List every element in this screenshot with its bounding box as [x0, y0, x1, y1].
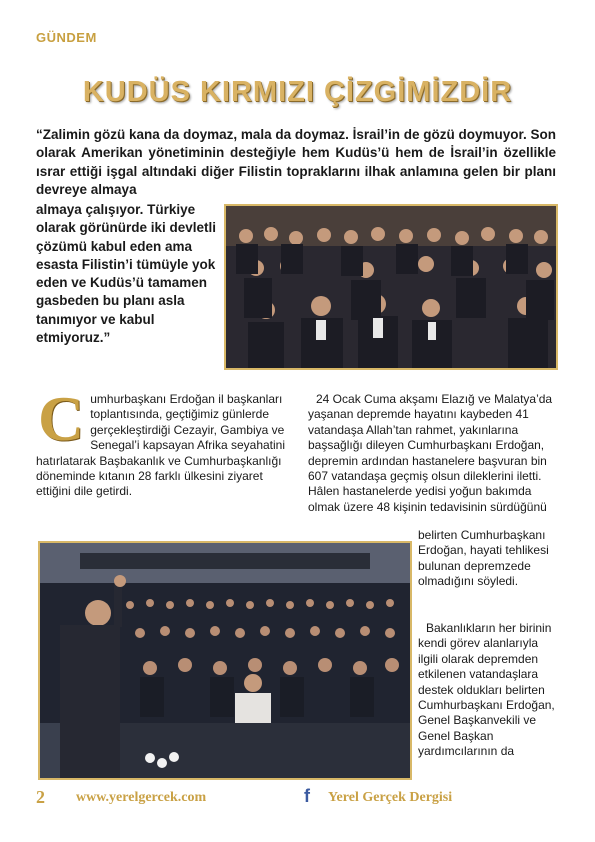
article-column-right-narrow-2 [418, 621, 560, 760]
headline: KUDÜS KIRMIZI ÇİZGİMİZDİR [82, 76, 513, 108]
article-column-right-narrow [418, 528, 560, 590]
meeting-photo-bottom [38, 541, 412, 780]
section-label: GÜNDEM [36, 30, 97, 45]
meeting-photo-top [224, 204, 558, 370]
facebook-page-label[interactable]: Yerel Gerçek Dergisi [328, 790, 453, 805]
audience-illustration [40, 543, 410, 778]
quote-text-tail: almaya çalışıyor. Türkiye olarak görünürde iki devletli çözümü kabul eden ama esasta Filistin’i tümüyle yok eden ve Kudüs’ü tamamen gasbeden bu planı asla tanımıyor ve kabul etmiyoruz.” [36, 202, 217, 346]
article-right-paragraph-2: Bakanlıkların her birinin kendi görev alanlarıyla ilgili olarak depremden etkilenen vatandaşlara destek oldukları belirten Cumhurbaşkanı Erdoğan, Genel Başkanvekili ve Genel Başkan yardımcılarının da [418, 621, 555, 759]
quote-full-width [36, 126, 556, 199]
article-left-paragraph: umhurbaşkanı Erdoğan il başkanları toplantısında, geçtiğimiz günlerde gerçekleştirdiği Cezayir, Gambiya ve Senegal’i kapsayan Afrika seyahatini hatırlatarak Başbakanlık ve Cumhurbaşkanlığı döneminde kıtanın 28 farklı ülkesini ziyaret ettiğini dile getirdi. [36, 392, 286, 499]
quote-text-lead: “Zalimin gözü kana da doymaz, mala da doymaz. İsrail’in de gözü doymuyor. Son olarak Amerikan yönetiminin desteğiyle hem Kudüs’ü hem de İsrail’in özellikle ısrar ettiği işgal altındaki diğer Filistin topraklarını ilhak anlamına gelen bir planı devreye almaya [36, 127, 556, 197]
website-link[interactable]: www.yerelgercek.com [76, 790, 207, 805]
article-right-paragraph-1: 24 Ocak Cuma akşamı Elazığ ve Malatya’da yaşanan depremde hayatını kaybeden 41 vatandaşa Allah’tan rahmet, yakınlarına başsağlığı dileyen Cumhurbaşkanı Erdoğan, depremin ardından hastanelere başvuran bin 607 vatandaşa geçmiş olsun dileklerini iletti. Hâlen hastanelerde yedisi yoğun bakımda olmak üzere 48 kişinin tedavisinin sürdüğünü [308, 392, 553, 514]
article-column-right [308, 392, 560, 515]
page-number: 2 [36, 787, 45, 807]
article-right-paragraph-1-tail: belirten Cumhurbaşkanı Erdoğan, hayati tehlikesi bulunan depremzede olmadığını söyledi. [418, 528, 549, 589]
crowd-illustration [226, 206, 556, 368]
article-column-left [36, 383, 288, 500]
dropcap-letter: C [38, 383, 85, 454]
facebook-icon: f [304, 786, 310, 806]
quote-wrapped [36, 201, 218, 347]
